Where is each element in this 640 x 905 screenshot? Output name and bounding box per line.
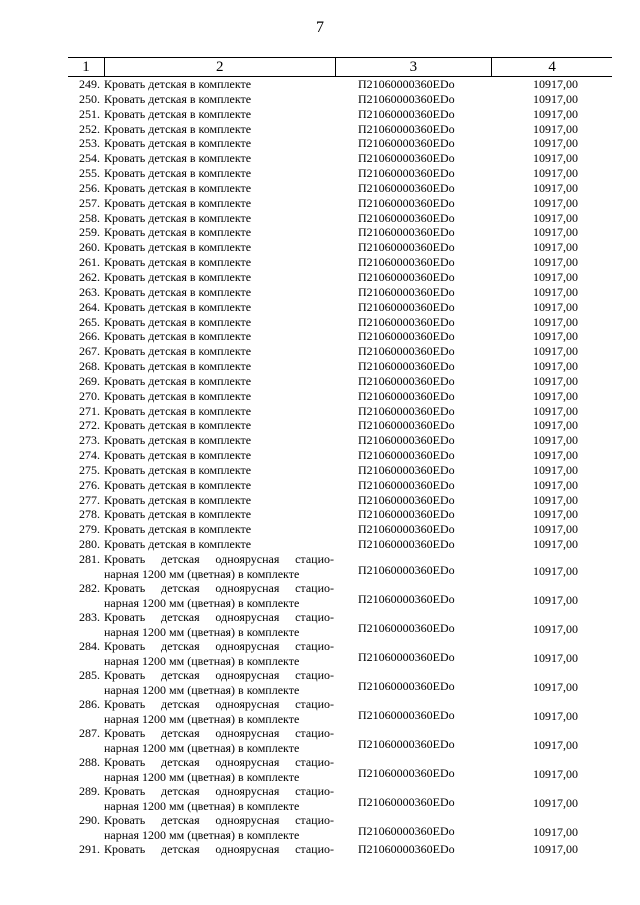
item-price: 10917,00 <box>533 269 578 284</box>
item-price: 10917,00 <box>533 433 578 448</box>
item-price: 10917,00 <box>533 622 578 636</box>
item-name: Кровать детская в комплекте <box>104 136 252 151</box>
item-code: П21060000360EDo <box>358 210 455 225</box>
item-name: Кровать детская в комплекте <box>104 240 252 255</box>
item-price: 10917,00 <box>533 593 578 607</box>
item-price: 10917,00 <box>533 121 578 136</box>
item-price: 10917,00 <box>533 225 578 240</box>
item-name-line-2: нарная 1200 мм (цветная) в комплекте <box>104 566 300 581</box>
table-row <box>68 181 612 196</box>
table-row <box>68 374 612 389</box>
row-number: 281. <box>79 552 100 566</box>
item-name: Кровать детская в комплекте <box>104 418 252 433</box>
item-code: П21060000360EDo <box>358 136 455 151</box>
row-number: 250. <box>79 91 100 106</box>
row-number: 252. <box>79 121 100 136</box>
item-name: Кровать детская в комплекте <box>104 151 252 166</box>
item-name-line-2: нарная 1200 мм (цветная) в комплекте <box>104 769 300 784</box>
item-name-line-1: Кровать детская одноярусная стацио- <box>104 610 334 624</box>
table-row <box>68 285 612 300</box>
row-number: 270. <box>79 388 100 403</box>
row-number: 273. <box>79 433 100 448</box>
item-name: Кровать детская в комплекте <box>104 522 252 537</box>
row-number: 291. <box>79 842 100 856</box>
item-price: 10917,00 <box>533 284 578 299</box>
item-price: 10917,00 <box>533 344 578 359</box>
item-price: 10917,00 <box>533 767 578 781</box>
item-name-line-2: нарная 1200 мм (цветная) в комплекте <box>104 740 300 755</box>
item-price: 10917,00 <box>533 564 578 578</box>
header-col-3: 3 <box>335 58 492 76</box>
item-name <box>104 668 334 697</box>
item-code: П21060000360EDo <box>358 650 455 664</box>
table-row <box>68 151 612 166</box>
table-body <box>68 77 612 857</box>
item-price: 10917,00 <box>533 299 578 314</box>
row-number: 279. <box>79 522 100 537</box>
item-price: 10917,00 <box>533 329 578 344</box>
item-code: П21060000360EDo <box>358 225 455 240</box>
item-price: 10917,00 <box>533 359 578 374</box>
item-price: 10917,00 <box>533 507 578 522</box>
row-number: 284. <box>79 639 100 653</box>
row-number: 272. <box>79 418 100 433</box>
item-price: 10917,00 <box>533 91 578 106</box>
item-name: Кровать детская в комплекте <box>104 507 252 522</box>
item-name <box>104 610 334 639</box>
item-code: П21060000360EDo <box>358 563 455 577</box>
row-number: 255. <box>79 166 100 181</box>
row-number: 263. <box>79 284 100 299</box>
row-number: 277. <box>79 492 100 507</box>
item-price: 10917,00 <box>533 240 578 255</box>
item-code: П21060000360EDo <box>358 433 455 448</box>
item-price: 10917,00 <box>533 195 578 210</box>
item-code: П21060000360EDo <box>358 195 455 210</box>
item-name: Кровать детская в комплекте <box>104 299 252 314</box>
table-row <box>68 240 612 255</box>
header-col-2: 2 <box>104 58 335 76</box>
row-number: 253. <box>79 136 100 151</box>
item-price: 10917,00 <box>533 651 578 665</box>
item-name <box>104 755 334 784</box>
item-name: Кровать детская в комплекте <box>104 284 252 299</box>
item-code: П21060000360EDo <box>358 537 455 552</box>
row-number: 287. <box>79 726 100 740</box>
item-code: П21060000360EDo <box>358 284 455 299</box>
table-row <box>68 507 612 522</box>
table-row <box>68 463 612 478</box>
row-number: 276. <box>79 477 100 492</box>
item-name: Кровать детская в комплекте <box>104 433 252 448</box>
item-name <box>104 842 334 857</box>
row-number: 289. <box>79 784 100 798</box>
item-code: П21060000360EDo <box>358 180 455 195</box>
row-number: 280. <box>79 537 100 552</box>
row-number: 266. <box>79 329 100 344</box>
item-price: 10917,00 <box>533 522 578 537</box>
row-number: 283. <box>79 610 100 624</box>
header-col-1: 1 <box>82 59 90 75</box>
item-price: 10917,00 <box>533 106 578 121</box>
item-name-line-1: Кровать детская одноярусная стацио- <box>104 552 334 566</box>
table-row <box>68 329 612 344</box>
item-code: П21060000360EDo <box>358 91 455 106</box>
row-number: 267. <box>79 344 100 359</box>
item-name-line-2: нарная 1200 мм (цветная) в комплекте <box>104 595 300 610</box>
item-name: Кровать детская в комплекте <box>104 477 252 492</box>
item-code: П21060000360EDo <box>358 269 455 284</box>
item-price: 10917,00 <box>533 462 578 477</box>
table-row <box>68 315 612 330</box>
row-number: 278. <box>79 507 100 522</box>
item-name: Кровать детская в комплекте <box>104 359 252 374</box>
table-row <box>68 107 612 122</box>
table-row <box>68 359 612 374</box>
item-code: П21060000360EDo <box>358 344 455 359</box>
item-code: П21060000360EDo <box>358 121 455 136</box>
item-code: П21060000360EDo <box>358 621 455 635</box>
item-price: 10917,00 <box>533 796 578 810</box>
row-number: 286. <box>79 697 100 711</box>
table-row <box>68 344 612 359</box>
table-row <box>68 478 612 493</box>
table-row <box>68 418 612 433</box>
item-name: Кровать детская в комплекте <box>104 448 252 463</box>
table-row <box>68 448 612 463</box>
item-price: 10917,00 <box>533 255 578 270</box>
item-price: 10917,00 <box>533 403 578 418</box>
row-number: 274. <box>79 448 100 463</box>
row-number: 251. <box>79 106 100 121</box>
row-number: 264. <box>79 299 100 314</box>
row-number: 285. <box>79 668 100 682</box>
item-code: П21060000360EDo <box>358 842 455 856</box>
item-name <box>104 581 334 610</box>
item-name: Кровать детская в комплекте <box>104 166 252 181</box>
table-row <box>68 122 612 137</box>
item-name: Кровать детская в комплекте <box>104 269 252 284</box>
table-row <box>68 225 612 240</box>
table-row <box>68 196 612 211</box>
row-number: 262. <box>79 269 100 284</box>
item-code: П21060000360EDo <box>358 708 455 722</box>
row-number: 254. <box>79 151 100 166</box>
table-row <box>68 522 612 537</box>
item-name-line-1: Кровать детская одноярусная стацио- <box>104 813 334 827</box>
item-name-line-2: нарная 1200 мм (цветная) в комплекте <box>104 827 300 842</box>
item-code: П21060000360EDo <box>358 492 455 507</box>
row-number: 256. <box>79 180 100 195</box>
page-number: 7 <box>316 19 324 36</box>
item-code: П21060000360EDo <box>358 507 455 522</box>
item-name: Кровать детская в комплекте <box>104 373 252 388</box>
table-row <box>68 270 612 285</box>
row-number: 261. <box>79 255 100 270</box>
item-price: 10917,00 <box>533 314 578 329</box>
item-code: П21060000360EDo <box>358 418 455 433</box>
row-number: 275. <box>79 462 100 477</box>
table-row <box>68 77 612 92</box>
item-price: 10917,00 <box>533 738 578 752</box>
item-price: 10917,00 <box>533 448 578 463</box>
table-row <box>68 92 612 107</box>
row-number: 259. <box>79 225 100 240</box>
item-price: 10917,00 <box>533 492 578 507</box>
item-name: Кровать детская в комплекте <box>104 255 252 270</box>
table-row <box>68 668 612 697</box>
table-row <box>68 537 612 552</box>
item-price: 10917,00 <box>533 537 578 552</box>
item-name: Кровать детская в комплекте <box>104 462 252 477</box>
table-row <box>68 639 612 668</box>
item-name-line-1: Кровать детская одноярусная стацио- <box>104 639 334 653</box>
item-price: 10917,00 <box>533 388 578 403</box>
item-price: 10917,00 <box>533 136 578 151</box>
item-name-line-1: Кровать детская одноярусная стацио- <box>104 581 334 595</box>
item-name-line-1: Кровать детская одноярусная стацио- <box>104 697 334 711</box>
item-code: П21060000360EDo <box>358 522 455 537</box>
table-row <box>68 610 612 639</box>
item-name <box>104 552 334 581</box>
item-price: 10917,00 <box>533 477 578 492</box>
item-price: 10917,00 <box>533 418 578 433</box>
item-name-line-2: нарная 1200 мм (цветная) в комплекте <box>104 798 300 813</box>
item-name <box>104 726 334 755</box>
row-number: 258. <box>79 210 100 225</box>
item-name <box>104 639 334 668</box>
item-code: П21060000360EDo <box>358 592 455 606</box>
item-code: П21060000360EDo <box>358 737 455 751</box>
item-name: Кровать детская в комплекте <box>104 210 252 225</box>
table-row <box>68 726 612 755</box>
table-row <box>68 389 612 404</box>
item-name: Кровать детская в комплекте <box>104 91 252 106</box>
row-number: 271. <box>79 403 100 418</box>
table-row <box>68 255 612 270</box>
item-name: Кровать детская в комплекте <box>104 106 252 121</box>
item-price: 10917,00 <box>533 77 578 91</box>
item-price: 10917,00 <box>533 373 578 388</box>
item-name-line-1: Кровать детская одноярусная стацио- <box>104 842 334 856</box>
item-code: П21060000360EDo <box>358 795 455 809</box>
item-name-line-2: нарная 1200 мм (цветная) в комплекте <box>104 711 300 726</box>
item-code: П21060000360EDo <box>358 77 455 91</box>
item-code: П21060000360EDo <box>358 766 455 780</box>
item-name: Кровать детская в комплекте <box>104 225 252 240</box>
item-name-line-2: нарная 1200 мм (цветная) в комплекте <box>104 653 300 668</box>
table-row <box>68 842 612 857</box>
table-row <box>68 784 612 813</box>
item-name: Кровать детская в комплекте <box>104 195 252 210</box>
item-code: П21060000360EDo <box>358 166 455 181</box>
item-price: 10917,00 <box>533 680 578 694</box>
item-name: Кровать детская в комплекте <box>104 344 252 359</box>
table-row <box>68 404 612 419</box>
item-price: 10917,00 <box>533 842 578 856</box>
item-code: П21060000360EDo <box>358 388 455 403</box>
table-row <box>68 211 612 226</box>
item-code: П21060000360EDo <box>358 359 455 374</box>
item-price: 10917,00 <box>533 709 578 723</box>
item-name-line-1: Кровать детская одноярусная стацио- <box>104 755 334 769</box>
row-number: 290. <box>79 813 100 827</box>
item-code: П21060000360EDo <box>358 255 455 270</box>
item-price: 10917,00 <box>533 151 578 166</box>
item-code: П21060000360EDo <box>358 314 455 329</box>
table-row <box>68 813 612 842</box>
item-name: Кровать детская в комплекте <box>104 77 252 91</box>
item-code: П21060000360EDo <box>358 373 455 388</box>
item-code: П21060000360EDo <box>358 462 455 477</box>
table-row <box>68 300 612 315</box>
item-code: П21060000360EDo <box>358 299 455 314</box>
item-price: 10917,00 <box>533 166 578 181</box>
table-row <box>68 697 612 726</box>
item-name <box>104 784 334 813</box>
items-table <box>68 57 612 857</box>
row-number: 249. <box>79 77 100 91</box>
table-row <box>68 166 612 181</box>
item-name <box>104 813 334 842</box>
item-name: Кровать детская в комплекте <box>104 403 252 418</box>
item-name-line-1: Кровать детская одноярусная стацио- <box>104 726 334 740</box>
table-row <box>68 136 612 151</box>
item-code: П21060000360EDo <box>358 240 455 255</box>
table-header <box>68 57 612 77</box>
table-row <box>68 581 612 610</box>
item-name-line-2: нарная 1200 мм (цветная) в комплекте <box>104 682 300 697</box>
item-code: П21060000360EDo <box>358 403 455 418</box>
item-price: 10917,00 <box>533 825 578 839</box>
row-number: 265. <box>79 314 100 329</box>
item-name: Кровать детская в комплекте <box>104 314 252 329</box>
row-number: 282. <box>79 581 100 595</box>
item-name: Кровать детская в комплекте <box>104 492 252 507</box>
item-code: П21060000360EDo <box>358 106 455 121</box>
item-price: 10917,00 <box>533 180 578 195</box>
item-name-line-2: нарная 1200 мм (цветная) в комплекте <box>104 624 300 639</box>
item-name: Кровать детская в комплекте <box>104 537 252 552</box>
item-code: П21060000360EDo <box>358 679 455 693</box>
row-number: 269. <box>79 373 100 388</box>
item-name: Кровать детская в комплекте <box>104 180 252 195</box>
item-code: П21060000360EDo <box>358 824 455 838</box>
row-number: 257. <box>79 195 100 210</box>
table-row <box>68 755 612 784</box>
item-name: Кровать детская в комплекте <box>104 329 252 344</box>
table-row <box>68 552 612 581</box>
row-number: 288. <box>79 755 100 769</box>
item-name <box>104 697 334 726</box>
table-row <box>68 493 612 508</box>
header-col-4: 4 <box>491 58 612 76</box>
item-price: 10917,00 <box>533 210 578 225</box>
item-code: П21060000360EDo <box>358 477 455 492</box>
item-code: П21060000360EDo <box>358 448 455 463</box>
table-row <box>68 433 612 448</box>
item-code: П21060000360EDo <box>358 151 455 166</box>
row-number: 260. <box>79 240 100 255</box>
item-name: Кровать детская в комплекте <box>104 121 252 136</box>
item-name-line-1: Кровать детская одноярусная стацио- <box>104 784 334 798</box>
row-number: 268. <box>79 359 100 374</box>
item-name: Кровать детская в комплекте <box>104 388 252 403</box>
item-name-line-1: Кровать детская одноярусная стацио- <box>104 668 334 682</box>
item-code: П21060000360EDo <box>358 329 455 344</box>
